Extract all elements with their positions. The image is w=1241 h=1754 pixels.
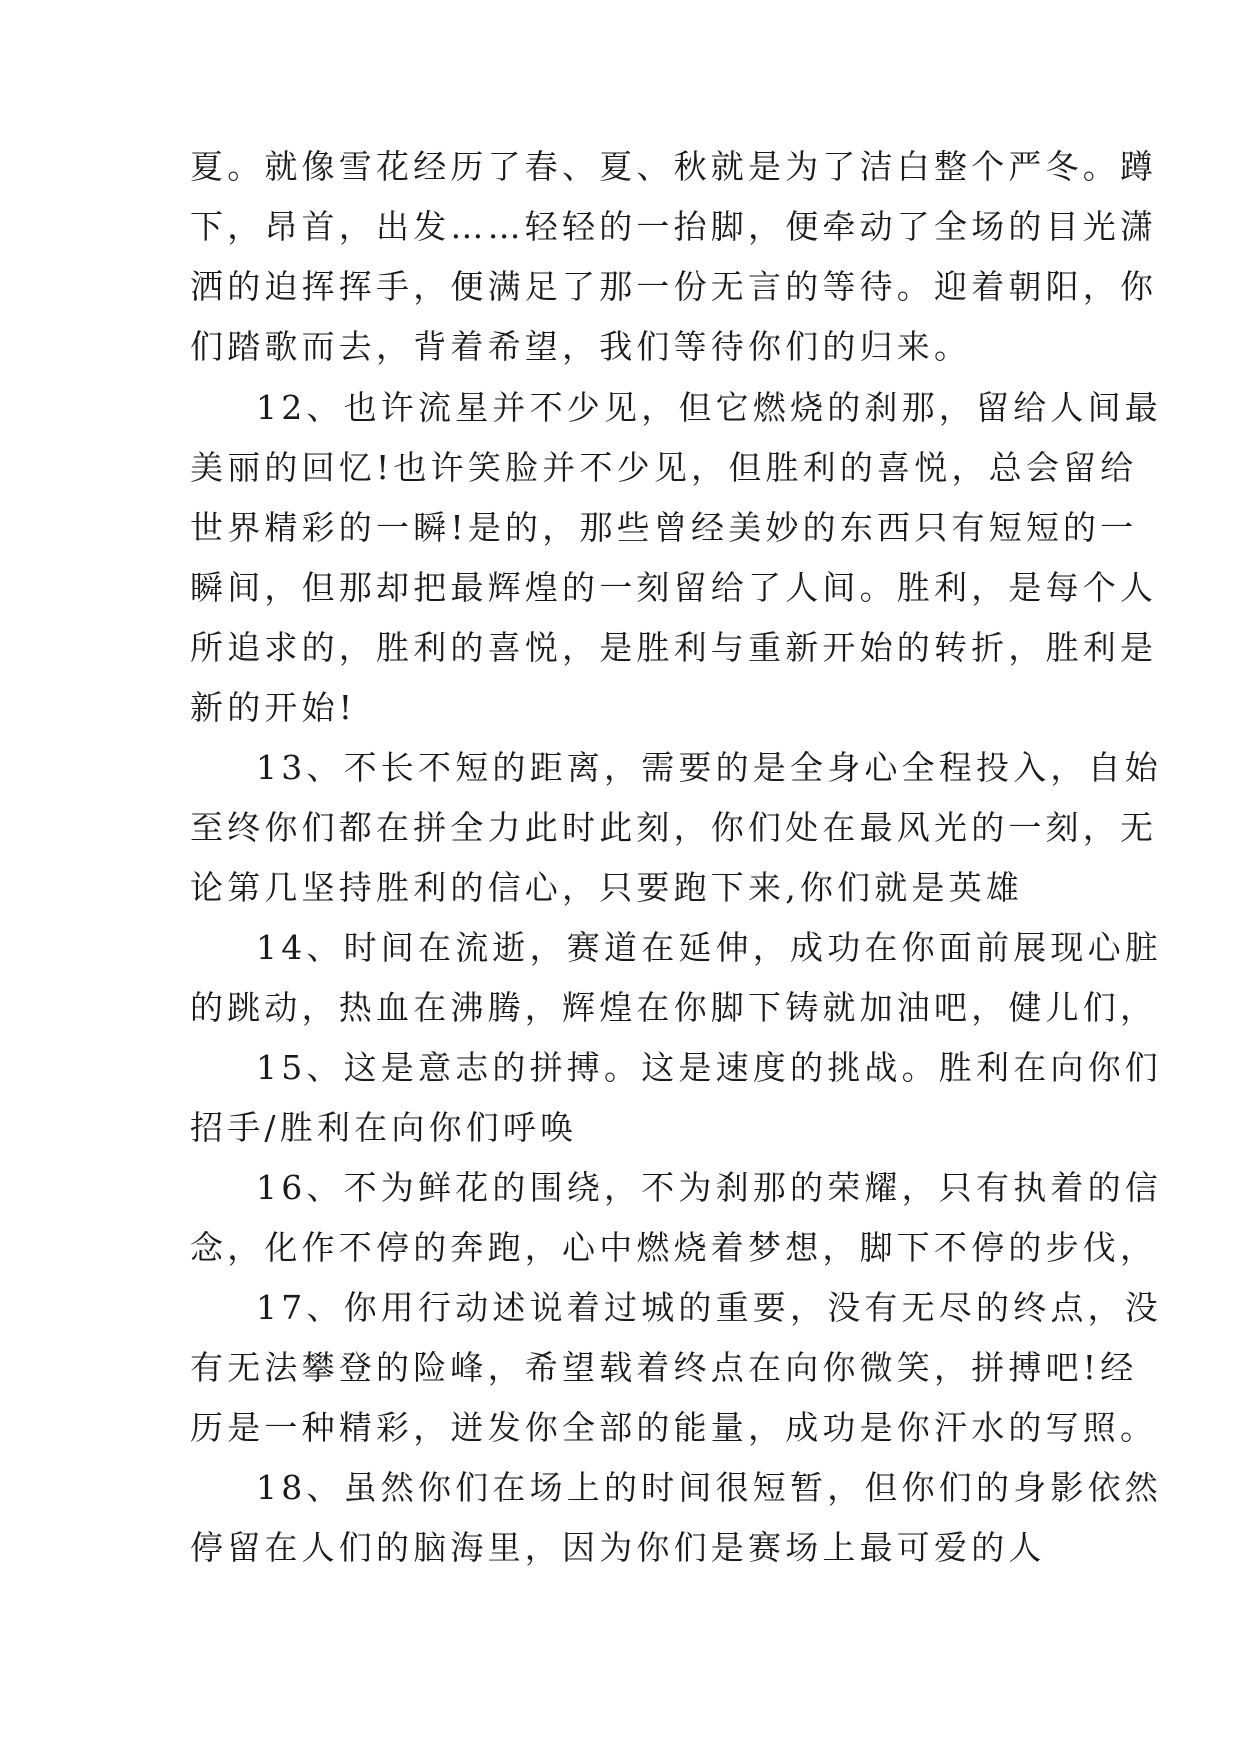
text-line: 美丽的回忆!也许笑脸并不少见，但胜利的喜悦，总会留给 xyxy=(190,448,1138,487)
text-line: 历是一种精彩，迸发你全部的能量，成功是你汗水的写照。 xyxy=(190,1408,1158,1447)
paragraph-15-start: 15、这是意志的拼搏。这是速度的挑战。胜利在向你们 xyxy=(256,1048,1162,1087)
paragraph-13-start: 13、不长不短的距离，需要的是全身心全程投入，自始 xyxy=(256,748,1162,787)
paragraph-18-start: 18、虽然你们在场上的时间很短暂，但你们的身影依然 xyxy=(256,1468,1162,1507)
text-line: 世界精彩的一瞬!是的，那些曾经美妙的东西只有短短的一 xyxy=(190,508,1138,547)
text-line: 的跳动，热血在沸腾，辉煌在你脚下铸就加油吧，健儿们， xyxy=(190,988,1158,1027)
text-line: 瞬间，但那却把最辉煌的一刻留给了人间。胜利，是每个人 xyxy=(190,568,1158,607)
text-line: 有无法攀登的险峰，希望载着终点在向你微笑，拼搏吧!经 xyxy=(190,1348,1138,1387)
text-line: 新的开始! xyxy=(190,688,357,727)
text-line: 停留在人们的脑海里，因为你们是赛场上最可爱的人 xyxy=(190,1528,1046,1567)
paragraph-17-start: 17、你用行动述说着过城的重要，没有无尽的终点，没 xyxy=(256,1288,1162,1327)
paragraph-16-start: 16、不为鲜花的围绕，不为刹那的荣耀，只有执着的信 xyxy=(256,1168,1162,1207)
text-line: 夏。就像雪花经历了春、夏、秋就是为了洁白整个严冬。蹲 xyxy=(190,147,1158,186)
text-line: 论第几坚持胜利的信心，只要跑下来,你们就是英雄 xyxy=(190,868,1024,907)
text-line: 至终你们都在拼全力此时此刻，你们处在最风光的一刻，无 xyxy=(190,808,1158,847)
text-line: 念，化作不停的奔跑，心中燃烧着梦想，脚下不停的步伐， xyxy=(190,1228,1158,1267)
text-line: 下，昂首，出发……轻轻的一抬脚，便牵动了全场的目光潇 xyxy=(190,207,1158,246)
paragraph-12-start: 12、也许流星并不少见，但它燃烧的刹那，留给人间最 xyxy=(256,388,1162,427)
text-line: 招手/胜利在向你们呼唤 xyxy=(190,1108,578,1147)
text-line: 们踏歌而去，背着希望，我们等待你们的归来。 xyxy=(190,327,972,366)
text-line: 所追求的，胜利的喜悦，是胜利与重新开始的转折，胜利是 xyxy=(190,628,1158,667)
text-line: 洒的迫挥挥手，便满足了那一份无言的等待。迎着朝阳，你 xyxy=(190,267,1158,306)
paragraph-14-start: 14、时间在流逝，赛道在延伸，成功在你面前展现心脏 xyxy=(256,928,1162,967)
